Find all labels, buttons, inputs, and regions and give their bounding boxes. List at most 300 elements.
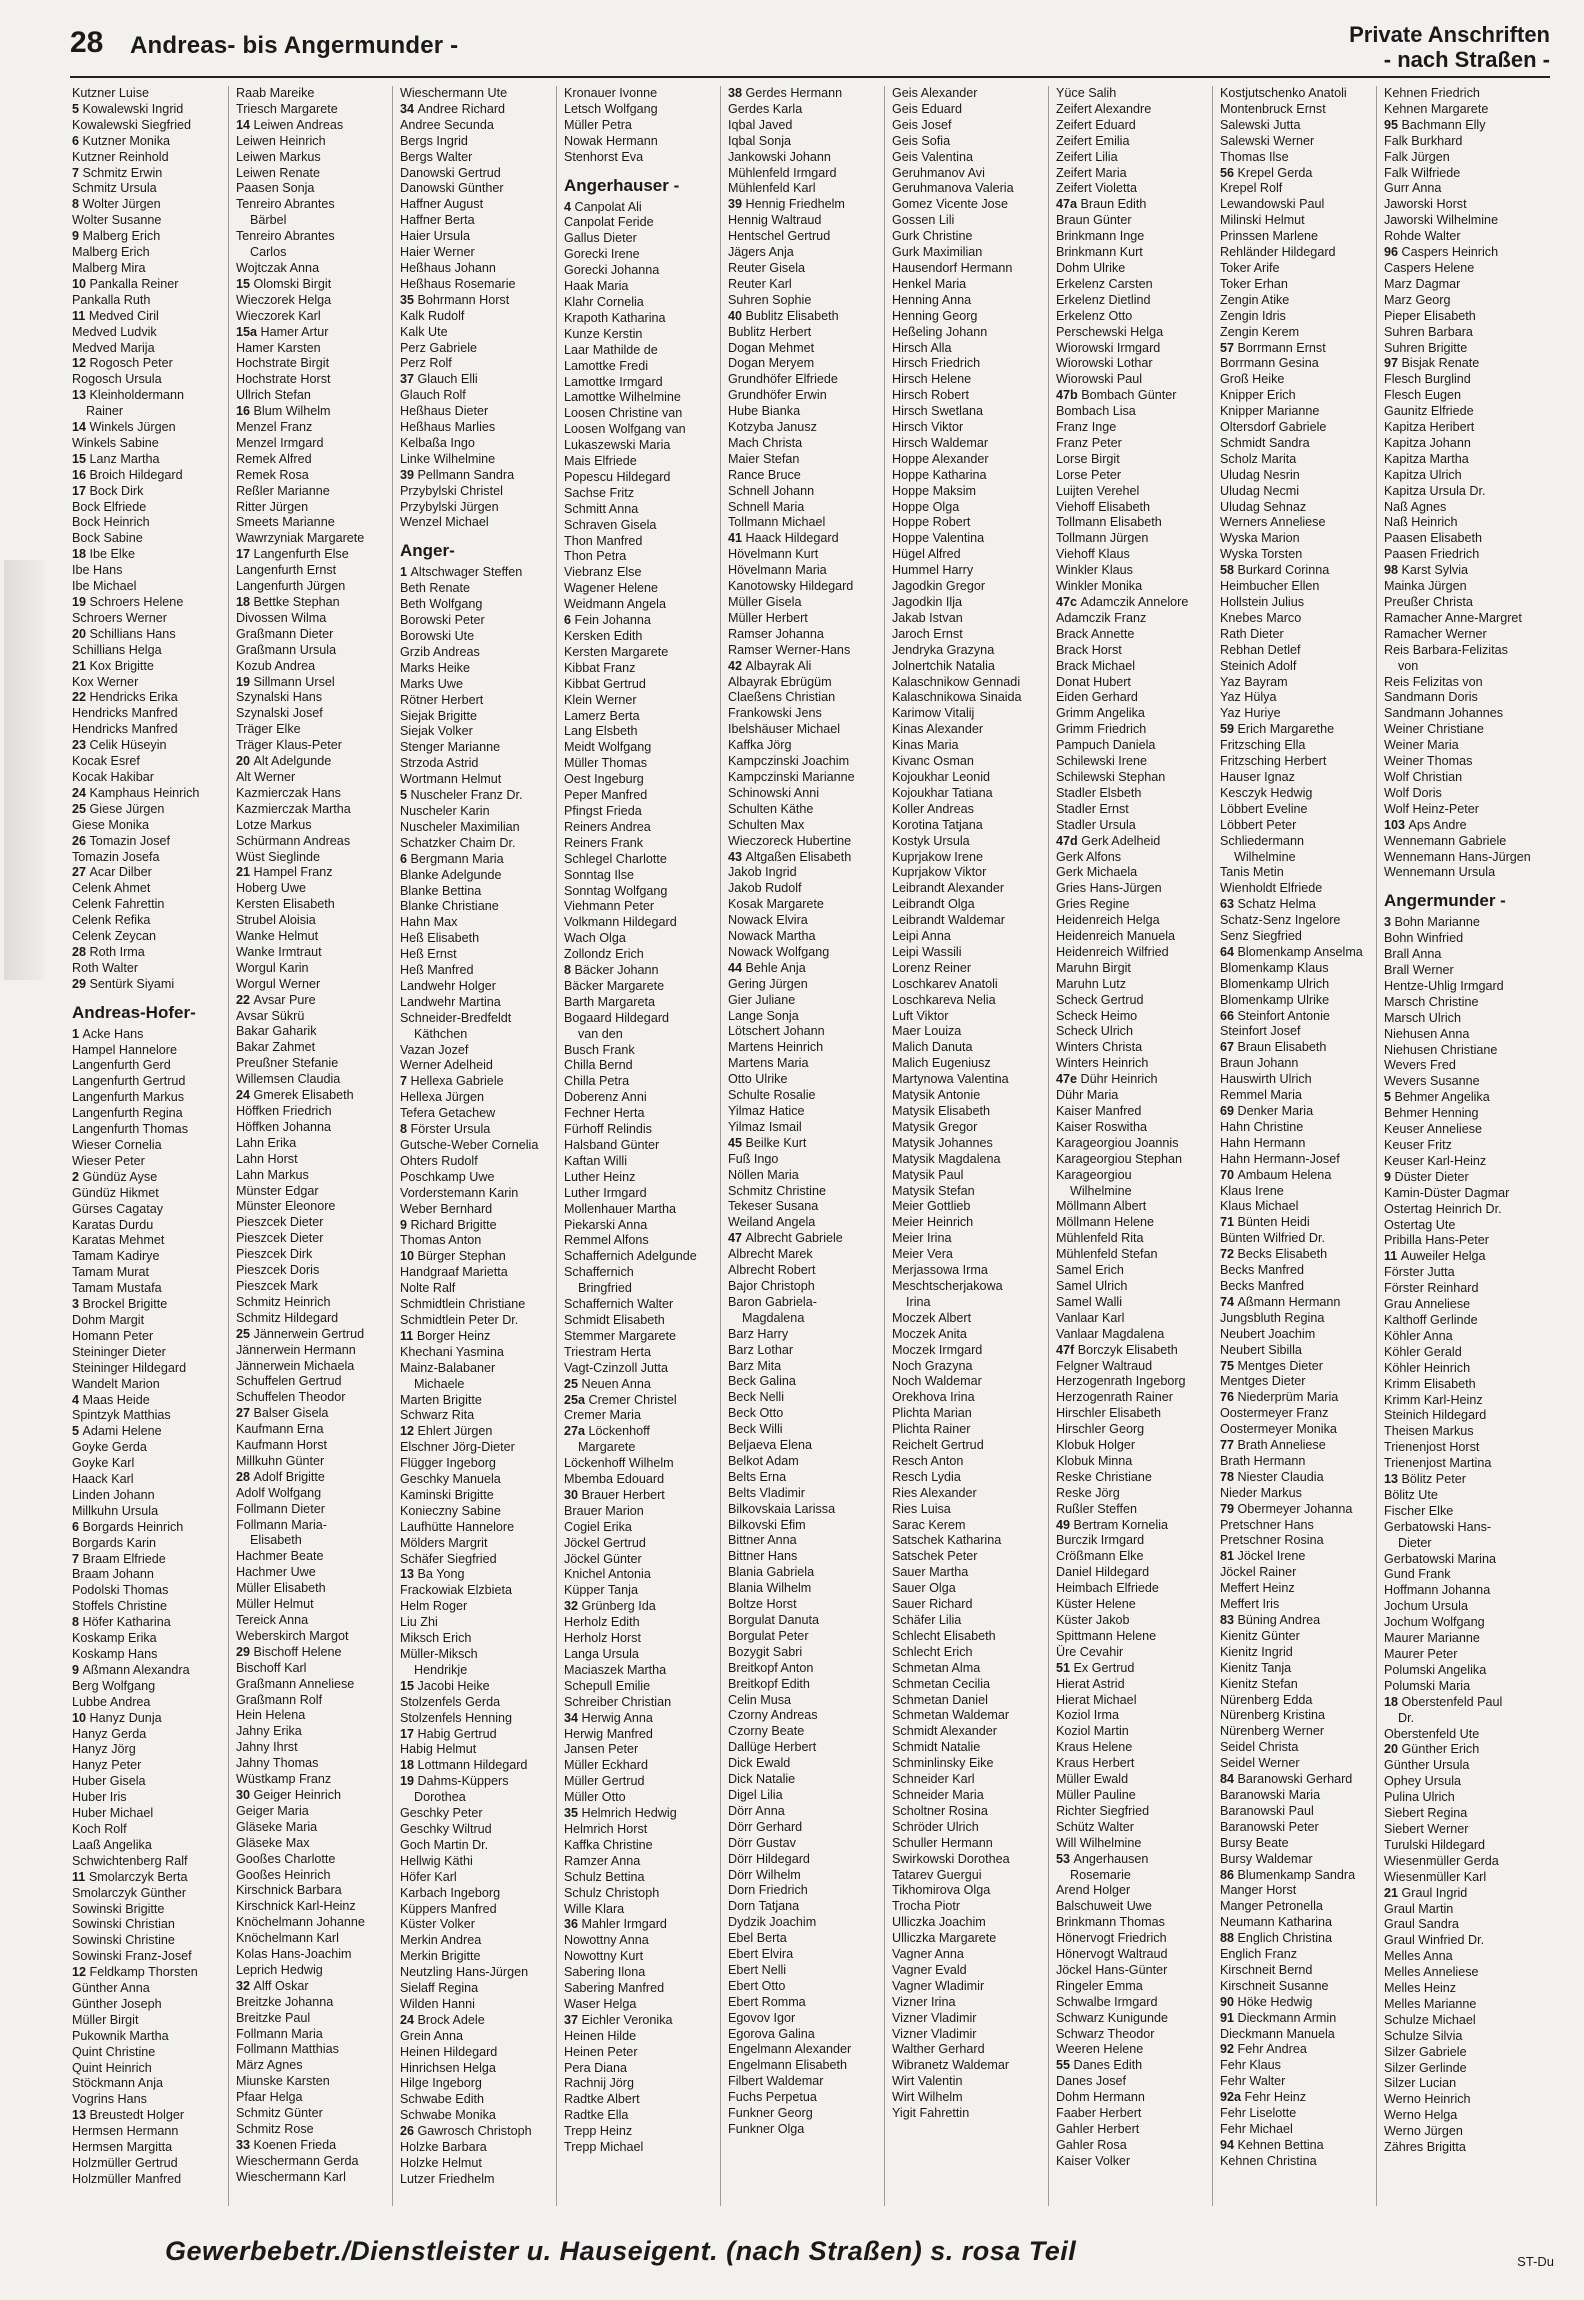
resident-entry xyxy=(1384,1170,1532,1186)
resident-entry xyxy=(72,690,220,706)
resident-entry: Marks Uwe xyxy=(400,676,463,691)
resident-entry: Bursy Waldemar xyxy=(1220,1851,1313,1866)
resident-entry: Tamam Murat xyxy=(72,1265,149,1280)
house-number: 41 xyxy=(728,531,746,546)
resident-entry: Stolzenfels Gerda xyxy=(400,1694,501,1709)
resident-entry: Klaus Irene xyxy=(1220,1183,1284,1198)
resident-entry: Wortmann Helmut xyxy=(400,772,502,787)
resident-entry xyxy=(236,1645,384,1661)
resident-entry: Ebert Romma xyxy=(728,1994,806,2009)
resident-name: Gawrosch Christoph xyxy=(417,2124,532,2139)
resident-name: Bombach Günter xyxy=(1081,388,1177,403)
resident-entry: Höffken Friedrich xyxy=(236,1104,332,1118)
resident-name: Kleinholdermann xyxy=(89,388,185,403)
resident-entry: Caspers Helene xyxy=(1384,260,1475,275)
resident-entry: Schneider Maria xyxy=(892,1787,984,1802)
column-divider xyxy=(720,86,721,2206)
resident-name: Pellmann Sandra xyxy=(417,467,515,482)
resident-entry xyxy=(1384,245,1532,261)
resident-entry: Hauser Ignaz xyxy=(1220,769,1295,784)
resident-entry: Matysik Gregor xyxy=(892,1119,978,1134)
resident-entry: Blomenkamp Ulrike xyxy=(1220,992,1330,1007)
resident-entry: Hein Helena xyxy=(236,1708,306,1723)
resident-entry: Schmetan Cecilia xyxy=(892,1676,990,1691)
house-number: 30 xyxy=(564,1487,582,1502)
resident-entry: Kinas Alexander xyxy=(892,722,984,737)
resident-entry xyxy=(72,134,220,150)
resident-entry: Jaworski Wilhelmine xyxy=(1384,213,1499,228)
resident-entry: Schulten Käthe xyxy=(728,801,814,816)
resident-entry: Kostyk Ursula xyxy=(892,833,970,848)
resident-entry: Celenk Fahrettin xyxy=(72,897,165,912)
resident-entry: Steininger Dieter xyxy=(72,1344,166,1359)
resident-entry: Matysik Stefan xyxy=(892,1183,975,1198)
resident-name: Dühr Heinrich xyxy=(1080,1072,1158,1087)
resident-entry: Popescu Hildegard xyxy=(564,469,671,484)
resident-name: Behle Anja xyxy=(745,960,806,975)
resident-entry: Winkler Klaus xyxy=(1056,563,1133,578)
resident-name: Brockel Brigitte xyxy=(82,1297,168,1312)
resident-entry: Hochstrate Horst xyxy=(236,372,331,387)
resident-entry: Hachmer Uwe xyxy=(236,1565,316,1580)
resident-entry: Tikhomirova Olga xyxy=(892,1883,991,1898)
resident-entry xyxy=(72,834,220,850)
resident-entry: Nuscheler Maximilian xyxy=(400,819,520,834)
house-number: 84 xyxy=(1220,1772,1238,1787)
resident-entry: Hirsch Waldemar xyxy=(892,435,989,450)
resident-entry: Bischoff Karl xyxy=(236,1660,307,1675)
resident-entry: Brinkmann Thomas xyxy=(1056,1915,1165,1930)
house-number: 6 xyxy=(564,613,575,628)
resident-entry: Lewandowski Paul xyxy=(1220,197,1325,212)
resident-entry: Strubel Aloisia xyxy=(236,913,316,928)
resident-entry: Möllmann Helene xyxy=(1056,1215,1155,1230)
resident-name: Bachmann Elly xyxy=(1401,117,1486,132)
resident-name: Kutzner Monika xyxy=(82,133,171,148)
house-number: 81 xyxy=(1220,1549,1238,1564)
resident-entry xyxy=(72,420,220,436)
resident-entry: Schreiber Christian xyxy=(564,1694,672,1709)
resident-entry: Silzer Lucian xyxy=(1384,2076,1457,2091)
resident-entry: Zengin Idris xyxy=(1220,308,1286,323)
house-number: 78 xyxy=(1220,1469,1238,1484)
resident-entry: Sabering Ilona xyxy=(564,1965,646,1980)
resident-entry: Trepp Michael xyxy=(564,2140,644,2155)
resident-entry: Heßhaus Rosemarie xyxy=(400,276,516,291)
resident-name: Ambaum Helena xyxy=(1237,1167,1332,1182)
resident-entry: Iqbal Javed xyxy=(728,117,793,132)
house-number: 12 xyxy=(72,356,90,371)
resident-entry: Gurk Maximilian xyxy=(892,245,983,260)
resident-entry: Stenger Marianne xyxy=(400,740,501,755)
resident-entry xyxy=(236,547,384,563)
resident-entry: Wieczoreck Hubertine xyxy=(728,833,852,848)
resident-entry: Jöckel Rainer xyxy=(1220,1565,1297,1580)
resident-entry: Tamam Mustafa xyxy=(72,1281,162,1296)
resident-entry xyxy=(236,1788,384,1804)
house-number: 59 xyxy=(1220,722,1238,737)
resident-entry: Bergs Walter xyxy=(400,149,473,164)
resident-entry: Meffert Heinz xyxy=(1220,1581,1295,1596)
resident-entry: Vanlaar Magdalena xyxy=(1056,1326,1165,1341)
column-divider xyxy=(228,86,229,2206)
resident-entry: Kalk Rudolf xyxy=(400,308,465,323)
resident-entry: Kibbat Franz xyxy=(564,660,636,675)
resident-name: Kehnen Bettina xyxy=(1237,2137,1324,2152)
resident-name: Medved Ciril xyxy=(88,308,159,323)
resident-entry xyxy=(236,404,384,420)
resident-entry: Follmann Maria xyxy=(236,2026,323,2041)
house-number: 95 xyxy=(1384,117,1402,132)
resident-entry: Nöllen Maria xyxy=(728,1167,799,1182)
resident-entry: Gahler Herbert xyxy=(1056,2122,1140,2136)
resident-entry xyxy=(72,452,220,468)
resident-entry: Silzer Gabriele xyxy=(1384,2044,1467,2059)
resident-entry: Fritzsching Herbert xyxy=(1220,754,1327,769)
resident-entry: Pieper Elisabeth xyxy=(1384,308,1476,323)
resident-entry xyxy=(1384,1695,1532,1711)
resident-entry: Heidenreich Manuela xyxy=(1056,929,1176,944)
resident-name: Bettke Stephan xyxy=(253,595,340,609)
resident-entry: Schneider-Bredfeldt xyxy=(400,1010,512,1025)
resident-entry: Moczek Anita xyxy=(892,1326,967,1341)
resident-name: Hennig Friedhelm xyxy=(745,197,845,212)
resident-entry: Toker Erhan xyxy=(1220,276,1288,291)
house-number: 27a xyxy=(564,1424,589,1439)
resident-entry: Wolter Susanne xyxy=(72,213,162,228)
resident-entry xyxy=(236,1088,384,1104)
resident-entry: Triestram Herta xyxy=(564,1344,651,1359)
resident-entry: Müller Helmut xyxy=(236,1597,314,1612)
resident-entry: Cremer Maria xyxy=(564,1408,641,1423)
resident-entry: Grein Anna xyxy=(400,2028,464,2043)
resident-name: Steinfort Antonie xyxy=(1237,1008,1330,1023)
resident-entry: Follmann Matthias xyxy=(236,2042,339,2057)
resident-entry: Hermsen Hermann xyxy=(72,2124,179,2139)
resident-name: Bublitz Elisabeth xyxy=(745,308,839,323)
resident-name: Höke Hedwig xyxy=(1237,1994,1313,2009)
resident-entry: Michaele xyxy=(414,1376,465,1391)
resident-entry: Marz Dagmar xyxy=(1384,276,1461,291)
resident-entry: Ebert Elvira xyxy=(728,1947,794,1962)
resident-entry: Salewski Jutta xyxy=(1220,117,1301,132)
resident-entry: Jöckel Günter xyxy=(564,1551,642,1566)
resident-entry: Stolzenfels Henning xyxy=(400,1710,513,1725)
resident-entry: Knöchelmann Johanne xyxy=(236,1915,365,1930)
house-number: 10 xyxy=(72,1710,90,1725)
resident-entry: Wiorowski Irmgard xyxy=(1056,340,1161,355)
resident-entry: Rohde Walter xyxy=(1384,229,1461,244)
house-number: 7 xyxy=(72,165,83,180)
resident-entry: Gries Regine xyxy=(1056,897,1130,912)
resident-entry: Schulze Silvia xyxy=(1384,2028,1463,2043)
resident-entry: Holzke Barbara xyxy=(400,2140,487,2155)
resident-entry xyxy=(1384,1472,1532,1488)
resident-entry: Grau Anneliese xyxy=(1384,1297,1471,1312)
resident-entry: Lahn Horst xyxy=(236,1151,298,1166)
house-number: 47b xyxy=(1056,388,1082,403)
house-number: 12 xyxy=(72,1965,90,1980)
resident-entry: Kinas Maria xyxy=(892,738,959,753)
house-number: 49 xyxy=(1056,1517,1074,1532)
resident-name: Jacobi Heike xyxy=(417,1678,490,1693)
resident-entry: Jägers Anja xyxy=(728,245,794,260)
resident-entry: Melles Anna xyxy=(1384,1949,1453,1964)
resident-entry: Borowski Peter xyxy=(400,613,485,628)
resident-entry xyxy=(72,197,220,213)
resident-entry xyxy=(1220,1215,1368,1231)
resident-entry: Kazmierczak Martha xyxy=(236,801,351,816)
house-number: 13 xyxy=(400,1567,418,1582)
resident-name: Brath Anneliese xyxy=(1237,1438,1326,1453)
resident-entry: Wojtczak Anna xyxy=(236,260,320,275)
resident-entry: Wanke Irmtraut xyxy=(236,944,322,959)
resident-entry: Schilewski Irene xyxy=(1056,754,1147,769)
resident-entry: Hahn Max xyxy=(400,915,458,930)
resident-entry: Schaffernich Walter xyxy=(564,1297,674,1312)
resident-entry: Maier Stefan xyxy=(728,451,800,466)
resident-entry xyxy=(72,166,220,182)
resident-entry: Berg Wolfgang xyxy=(72,1678,156,1693)
resident-entry: Lorse Birgit xyxy=(1056,451,1120,466)
resident-entry: Bozygit Sabri xyxy=(728,1644,803,1659)
resident-entry xyxy=(564,1711,712,1727)
resident-entry: Gläseke Max xyxy=(236,1835,310,1850)
resident-name: Beilke Kurt xyxy=(745,1135,807,1150)
resident-entry: Pampuch Daniela xyxy=(1056,738,1156,753)
resident-entry: Chilla Petra xyxy=(564,1074,630,1089)
resident-entry: Manger Horst xyxy=(1220,1883,1297,1898)
resident-name: Hampel Franz xyxy=(253,865,333,880)
resident-entry: Siejak Brigitte xyxy=(400,708,477,723)
resident-name: Breustedt Holger xyxy=(89,2108,185,2123)
resident-entry: Müller Eckhard xyxy=(564,1758,648,1773)
resident-entry: Jakab Istvan xyxy=(892,610,963,625)
resident-entry: Wandelt Marion xyxy=(72,1376,160,1391)
resident-name: Oberstenfeld Paul xyxy=(1401,1694,1503,1709)
resident-entry: Zeifert Maria xyxy=(1056,165,1127,180)
resident-entry: Keuser Karl-Heinz xyxy=(1384,1153,1487,1168)
resident-entry: Borowski Ute xyxy=(400,629,475,643)
page-edge-tab xyxy=(4,560,44,980)
resident-entry: Malberg Mira xyxy=(72,260,146,275)
resident-entry: Küster Volker xyxy=(400,1917,475,1932)
resident-name: Braun Elisabeth xyxy=(1237,1040,1327,1055)
resident-entry: Dogan Mehmet xyxy=(728,340,815,355)
resident-entry: Pfaar Helga xyxy=(236,2090,303,2105)
resident-entry xyxy=(236,1406,384,1422)
resident-entry: Tollmann Elisabeth xyxy=(1056,515,1162,530)
resident-entry: Müller Elisabeth xyxy=(236,1581,326,1596)
resident-entry: Perschewski Helga xyxy=(1056,324,1164,339)
resident-entry: Wevers Susanne xyxy=(1384,1074,1480,1089)
resident-entry: Geis Sofia xyxy=(892,133,951,148)
resident-entry: Dohm Margit xyxy=(72,1312,145,1327)
resident-entry: Otto Ulrike xyxy=(728,1072,788,1087)
resident-entry xyxy=(72,484,220,500)
resident-entry: Maruhn Birgit xyxy=(1056,960,1131,975)
resident-entry xyxy=(1220,1470,1368,1486)
resident-entry: Yilmaz Hatice xyxy=(728,1104,805,1118)
house-number: 66 xyxy=(1220,1008,1238,1023)
house-number: 32 xyxy=(236,1978,254,1993)
resident-entry: Salewski Werner xyxy=(1220,133,1315,148)
house-number: 14 xyxy=(72,420,90,435)
resident-name: Richard Brigitte xyxy=(410,1217,497,1232)
resident-entry: Blanke Bettina xyxy=(400,883,482,898)
house-number: 37 xyxy=(564,2012,582,2027)
resident-entry xyxy=(1220,1390,1368,1406)
resident-entry: Vagt-Czinzoll Jutta xyxy=(564,1360,669,1375)
resident-entry: Roth Walter xyxy=(72,960,139,975)
resident-name: Geiger Heinrich xyxy=(253,1787,342,1802)
resident-entry: Lamottke Wilhelmine xyxy=(564,390,681,405)
resident-entry xyxy=(72,1027,220,1043)
resident-entry xyxy=(400,1329,548,1345)
resident-entry: Gläseke Maria xyxy=(236,1819,318,1834)
resident-name: Koenen Frieda xyxy=(253,2137,337,2152)
resident-entry: Jöckel Hans-Günter xyxy=(1056,1962,1168,1977)
resident-entry: Rath Dieter xyxy=(1220,626,1284,641)
house-number: 97 xyxy=(1384,356,1402,371)
house-number: 21 xyxy=(72,658,90,673)
resident-entry: Belts Erna xyxy=(728,1469,787,1484)
resident-entry: Engelmann Elisabeth xyxy=(728,2058,848,2073)
resident-entry xyxy=(400,468,548,484)
resident-entry: Marsch Ulrich xyxy=(1384,1010,1461,1025)
resident-entry: Helmrich Horst xyxy=(564,1821,648,1836)
resident-entry: Stenhorst Eva xyxy=(564,149,644,164)
resident-entry: Prinssen Marlene xyxy=(1220,229,1318,244)
resident-entry: Trienenjost Horst xyxy=(1384,1440,1480,1455)
resident-entry: Bajor Christoph xyxy=(728,1278,815,1293)
resident-entry xyxy=(728,850,876,866)
house-number: 19 xyxy=(236,674,254,689)
resident-name: Braam Elfriede xyxy=(82,1551,166,1566)
house-number: 56 xyxy=(1220,165,1238,180)
resident-name: Albrecht Gabriele xyxy=(745,1231,843,1246)
resident-entry xyxy=(72,309,220,325)
resident-entry xyxy=(236,595,384,611)
resident-entry: Wilhelmine xyxy=(1070,1183,1132,1198)
resident-entry: Vagner Wladimir xyxy=(892,1978,985,1993)
resident-entry: Bäcker Margarete xyxy=(564,978,665,993)
resident-entry xyxy=(1384,1249,1532,1265)
resident-entry: Klahr Cornelia xyxy=(564,294,644,309)
resident-entry: Linden Johann xyxy=(72,1487,155,1502)
resident-entry: Wieschermann Gerda xyxy=(236,2153,359,2168)
resident-entry: Rosemarie xyxy=(1070,1867,1131,1882)
resident-entry: Milinski Helmut xyxy=(1220,213,1305,228)
resident-entry: Krimm Elisabeth xyxy=(1384,1376,1476,1391)
resident-entry: Brall Anna xyxy=(1384,947,1442,962)
resident-entry: Schwabe Edith xyxy=(400,2092,485,2107)
house-number: 74 xyxy=(1220,1294,1238,1309)
resident-entry: Langenfurth Gerd xyxy=(72,1058,171,1073)
house-number: 25 xyxy=(72,801,90,816)
resident-name: Blomenkamp Anselma xyxy=(1237,944,1363,959)
resident-entry xyxy=(1056,2058,1204,2074)
resident-entry: Thomas Ilse xyxy=(1220,149,1289,164)
resident-entry: Kalthoff Gerlinde xyxy=(1384,1312,1478,1327)
resident-name: Avsar Pure xyxy=(253,992,316,1007)
resident-entry: Geschky Peter xyxy=(400,1806,483,1821)
resident-entry: Stadler Ursula xyxy=(1056,817,1136,832)
resident-entry: Hövelmann Kurt xyxy=(728,547,819,562)
resident-entry: Luft Viktor xyxy=(892,1008,949,1023)
resident-entry: Belts Vladimir xyxy=(728,1485,805,1500)
house-number: 2 xyxy=(72,1169,83,1184)
resident-entry: Schulte Rosalie xyxy=(728,1088,816,1103)
resident-entry xyxy=(1220,1168,1368,1184)
house-number: 7 xyxy=(400,1074,411,1089)
resident-entry: Trocha Piotr xyxy=(892,1899,961,1914)
resident-entry xyxy=(728,86,876,102)
resident-entry: Lamerz Berta xyxy=(564,708,640,723)
resident-name: Helmrich Hedwig xyxy=(581,1806,677,1821)
resident-entry: Vagner Anna xyxy=(892,1947,964,1962)
resident-entry: Siebert Werner xyxy=(1384,1821,1469,1836)
resident-entry: Hoffmann Johanna xyxy=(1384,1583,1491,1598)
resident-entry: Doberenz Anni xyxy=(564,1090,647,1105)
house-number: 20 xyxy=(72,626,90,641)
house-number: 17 xyxy=(72,483,90,498)
resident-entry: Kapitza Martha xyxy=(1384,451,1469,466)
resident-entry: Dorn Tatjana xyxy=(728,1899,800,1914)
resident-name: Mahler Irmgard xyxy=(581,1917,667,1932)
resident-entry: Hönervogt Waltraud xyxy=(1056,1947,1168,1962)
resident-entry xyxy=(564,1377,712,1393)
resident-entry: Leprich Hedwig xyxy=(236,1962,323,1977)
house-number: 8 xyxy=(400,1122,411,1137)
resident-entry: Meier Irina xyxy=(892,1231,952,1246)
resident-entry: Franz Inge xyxy=(1056,420,1117,435)
resident-entry: Tamam Kadirye xyxy=(72,1249,160,1264)
resident-entry: Reis Felizitas von xyxy=(1384,674,1483,689)
resident-entry: Remmel Alfons xyxy=(564,1233,649,1248)
resident-entry: Zeifert Violetta xyxy=(1056,181,1137,196)
resident-entry: Danowski Gertrud xyxy=(400,165,501,180)
resident-entry xyxy=(728,1231,876,1247)
resident-entry: Kotzyba Janusz xyxy=(728,420,817,435)
resident-entry: Geruhmanov Avi xyxy=(892,165,985,180)
resident-entry: Kienitz Tanja xyxy=(1220,1660,1292,1675)
resident-entry: Geis Eduard xyxy=(892,101,963,116)
resident-entry xyxy=(1220,1438,1368,1454)
resident-entry: Hirschler Georg xyxy=(1056,1422,1145,1437)
resident-name: Herwig Anna xyxy=(581,1710,653,1725)
resident-entry: Goyke Gerda xyxy=(72,1440,147,1455)
resident-entry: Leibrandt Alexander xyxy=(892,881,1005,896)
resident-entry: Wüst Sieglinde xyxy=(236,849,320,864)
resident-entry: Poschkamp Uwe xyxy=(400,1169,495,1184)
house-number: 47c xyxy=(1056,595,1081,609)
resident-entry: Koziol Martin xyxy=(1056,1724,1129,1739)
resident-entry: Hentschel Gertrud xyxy=(728,229,831,244)
resident-entry: Ophey Ursula xyxy=(1384,1774,1461,1789)
resident-entry: Kienitz Günter xyxy=(1220,1628,1300,1643)
resident-entry xyxy=(236,277,384,293)
resident-entry: Korotina Tatjana xyxy=(892,817,983,832)
resident-name: Schatz Helma xyxy=(1237,897,1316,912)
resident-name: Olomski Birgit xyxy=(253,276,332,291)
house-number: 9 xyxy=(400,1217,411,1232)
resident-entry: Kalaschnikow Gennadi xyxy=(892,674,1021,689)
resident-entry xyxy=(1384,563,1532,579)
house-number: 19 xyxy=(72,595,90,609)
resident-entry: Heß Ernst xyxy=(400,947,457,962)
resident-entry: Jahny Erika xyxy=(236,1724,302,1739)
